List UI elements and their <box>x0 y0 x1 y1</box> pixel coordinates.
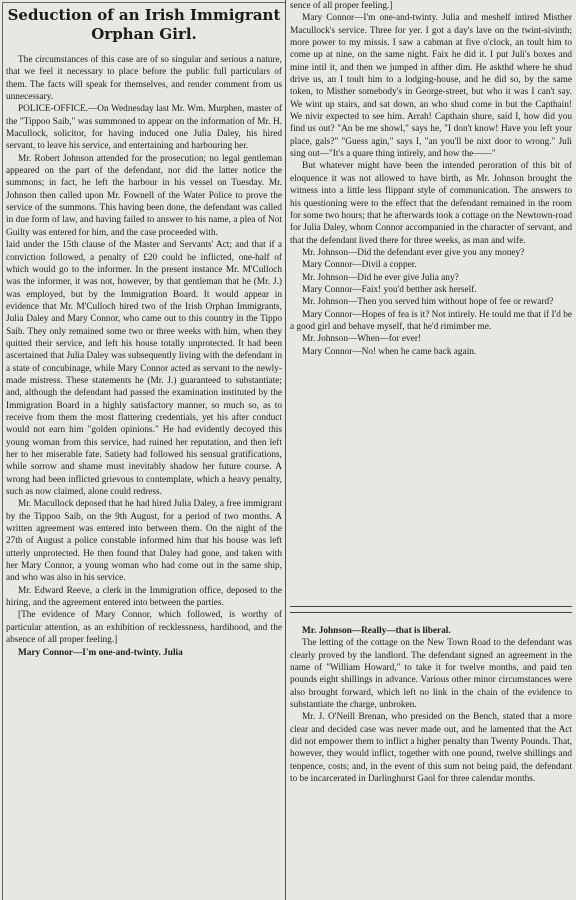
section-divider-2 <box>290 612 572 613</box>
connor-answer-1: Mary Connor—Divil a copper. <box>302 260 417 271</box>
connor-answer-2: Mary Connor—Faix! you'd betther ask herself. <box>302 284 477 295</box>
connor-testimony-paragraph: Mary Connor—I'm one-and-twinty. Julia and meshelf intired Misther Macullock's service. Three for yer. I got a day's lave on the twint-sivinth; more power to my missis. I saw a cabman at five o'clock, an toult him to come up at nine, on the same night. Faix he did it. I put Juli's boxes and mine intil it, and then we jumped in afther dim. He askthd where he shud drive us, an I toult him to a lodging-house, and he did so, by the same token, to Misther somebody's in George-street, but who it was I can't say. We wint up stairs, and sat down, an who shud come in but the Capthain! We nivir expected to see him. Arrah! Capthain shure, said I, how did you find us out? "An be me showl," says he, "I don't know! Have you left your place, gals?" "Guess agin," says I, "an you'll be nixt door to wrong." Juli sing out—"It's a quare thing intirely, and how the——" <box>290 13 572 160</box>
johnson-question-3: Mr. Johnson—Then you served him without hope of fee or reward? <box>302 297 554 308</box>
cottage-letting-paragraph: The letting of the cottage on the New Town Road to the defendant was clearly proved by the landlord. The defendant signed an agreement in the name of "William Howard," to take it for twelve months, and paid ten pounds eight shillings in advance. Various other minor circumstances were also brought forward, which left no link in the chain of the evidence to substantiate the charge, unbroken. <box>290 638 572 711</box>
right-column <box>290 0 572 900</box>
connor-testimony-start: Mary Connor—I'm one-and-twinty. Julia <box>18 647 183 658</box>
act-clause-paragraph: laid under the 15th clause of the Master and Servants' Act; and that if a conviction followed, a penalty of £20 could be inflicted, one-half of which would go to the informer. In the present instance Mr. M'Culloch was the informer, it was not, however, by that gentleman that he (Mr. J.) was employed, but by the Immigration Board. It would appear in evidence that Mr. M'Culloch hired two of the Irish Orphan Immigrants, Julia Daley and Mary Connor, who came out to this country in the Tippo Saib. They only remained some two or three weeks with him, when they quitted their service, and left his house totally unprotected. It had been ascertained that Julia Daley was subsequently living with the defendant in a state of concubinage, while Mary Connor acted as servant to the newly-made mistress. These statements he (Mr. J.) guaranteed to substantiate; and, although the defendant had passed the examination instituted by the Immigration Board in a highly satisfactory manner, so much so, as to receive from them the most flattering credentials, yet his after conduct would not earn him "golden opinions." He had evidently decoyed this young woman from this service, had ruined her reputation, and then left her to her miserable fate. Satiety had followed his sensual gratifications, while sorrow and shame must inevitably shadow her future course. A wrong had been inflicted grievous to contemplate, which a heavy penalty, such as now claimed, alone could redress. <box>6 240 282 498</box>
intro-paragraph: The circumstances of this case are of so singular and serious a nature, that we feel it necessary to place before the public full particulars of them. The facts will speak for themselves, and render comment from us unnecessary. <box>6 55 282 103</box>
left-border <box>2 2 3 900</box>
column-divider <box>285 0 286 900</box>
reeve-deposition-paragraph: Mr. Edward Reeve, a clerk in the Immigration office, deposed to the hiring, and the agreement entered into between the parties. <box>6 585 282 609</box>
peroration-paragraph: But whatever might have been the intended peroration of this bit of eloquence it was not allowed to have birth, as Mr. Johnson brought the witness into a little less flippant style of communication. The answers to his questioning were to the effect that the defendant remained in the room for some two hours; that he afterwards took a cottage on the Newtown-road for Julia Daley, whom Connor accompanied in the character of servant, and that the defendant lived there for three weeks, as man and wife. <box>290 161 572 246</box>
evidence-note-paragraph: [The evidence of Mary Connor, which followed, is worthy of particular attention, as an exhibition of recklessness, hardihood, and the absence of all proper feeling.] <box>6 610 282 646</box>
verdict-paragraph: Mr. J. O'Neill Brenan, who presided on the Bench, stated that a more clear and decided case was never made out, and he lamented that the Act did not empower them to inflict a higher penalty than Twenty Pounds. That, however, they would inflict, together with one pound, twelve shillings and tenpence, costs; and, in the event of this sum not being paid, the defendant to be incarcerated in Darlinghurst Gaol for three calendar months. <box>290 712 572 785</box>
police-office-paragraph: POLICE-OFFICE.—On Wednesday last Mr. Wm. Murphen, master of the "Tippoo Saib," was summoned to appear on the information of Mr. H. Macullock, solicitor, for having induced one Julia Daley, his hired servant, to leave his service, and entertaining and harbouring her. <box>6 104 282 152</box>
johnson-question-4: Mr. Johnson—When—for ever! <box>302 334 422 345</box>
article-title: Seduction of an Irish Immigrant Orphan Girl. <box>7 6 281 43</box>
connor-answer-4: Mary Connor—No! when he came back again. <box>302 346 477 357</box>
connor-answer-3: Mary Connor—Hopes of fea is it? Not intirely. He tould me that if I'd be a good girl and behave myself, that he'd rimimber me. <box>290 309 572 332</box>
lower-section <box>290 625 572 785</box>
prosecution-paragraph: Mr. Robert Johnson attended for the prosecution; no legal gentleman appeared on the part of the defendant, nor did the latter notice the summons; in fact, he left the harbour in his vessel on Tuesday. Mr. Johnson then called upon Mr. Fownell of the Water Police to prove the service of the summons. This having been done, the defendant was called in due form of law, and having failed to answer to his name, a plea of Not Guilty was entered for him, and the case proceeded with. <box>6 153 282 238</box>
section-divider-1 <box>290 606 572 607</box>
continuation-line: sence of all proper feeling.] <box>290 1 393 11</box>
johnson-question-1: Mr. Johnson—Did the defendant ever give you any money? <box>302 247 525 258</box>
macullock-deposition-paragraph: Mr. Macullock deposed that he had hired Julia Daley, a free immigrant by the Tippoo Saib, on the 9th August, for a period of two months. A written agreement was entered into between them. On the night of the 27th of August a police constable informed him that his house was left utterly unprotected. He then found that Daley had gone, and taken with her Mary Connor, a young woman who had come out in the same ship, and who was also in his service. <box>6 499 282 584</box>
johnson-remark: Mr. Johnson—Really—that is liberal. <box>302 626 451 636</box>
johnson-question-2: Mr. Johnson—Did he ever give Julia any? <box>302 272 459 283</box>
left-column <box>6 0 282 900</box>
